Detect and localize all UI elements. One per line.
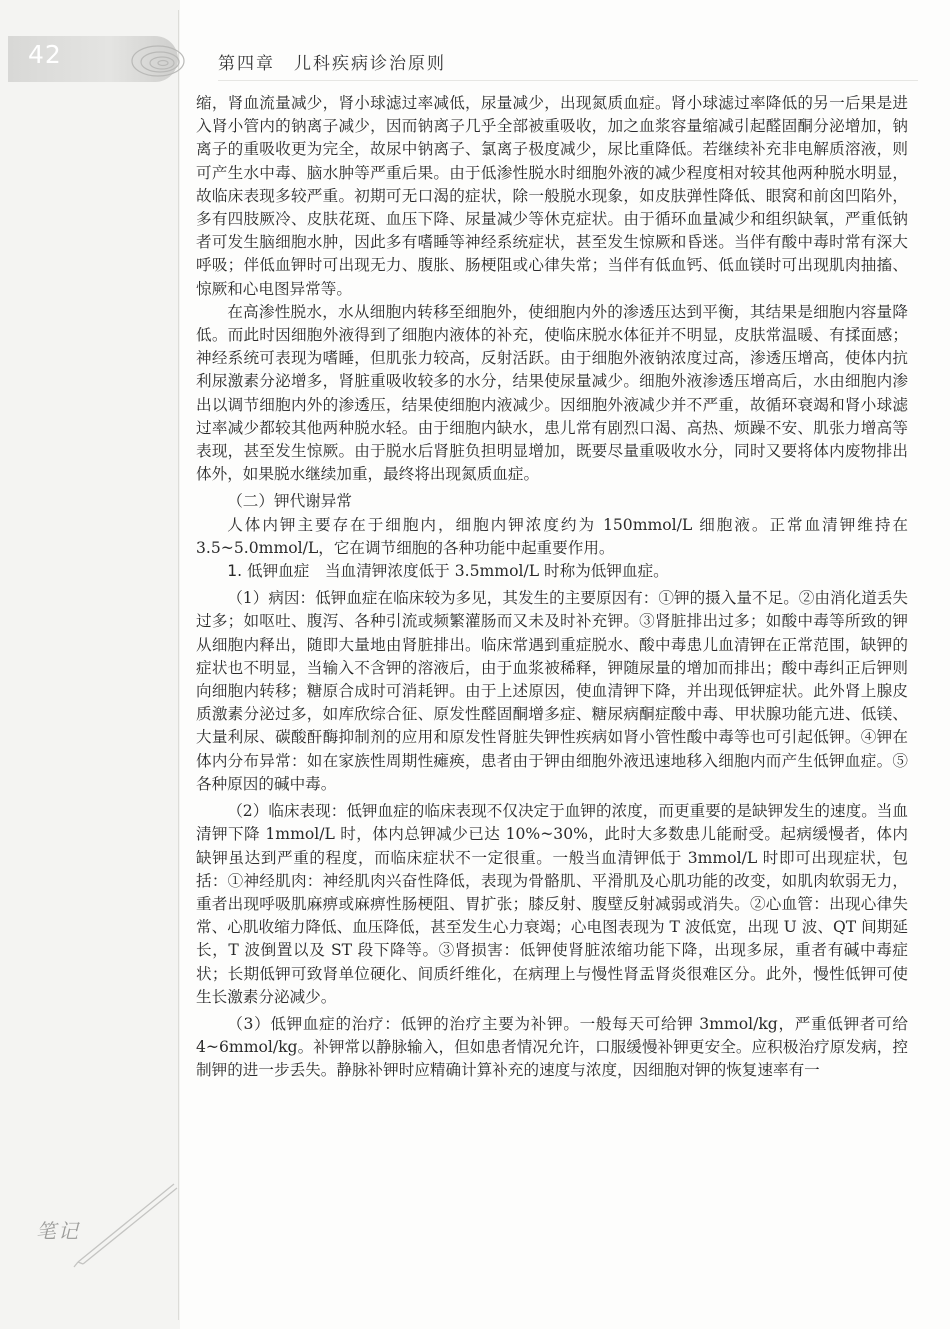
- subsection-definition: 当血清钾浓度低于 3.5mmol/L 时称为低钾血症。: [309, 562, 669, 581]
- section-heading: （二）钾代谢异常: [227, 492, 352, 511]
- subsection-title: 1. 低钾血症: [227, 562, 310, 581]
- paragraph-clinical-manifestations: （2）临床表现：低钾血症的临床表现不仅决定于血钾的浓度，而更重要的是缺钾发生的速度。当血清钾下降 1mmol/L 时，体内总钾减少已达 10%~30%，此时大多数患儿能耐受。起病缓慢者，体内缺钾虽达到严重的程度，而临床症状不一定很重。一般当血清钾低于 3mmol/L 时即可出现症状，包括：①神经肌肉：神经肌肉兴奋性降低，表现为骨骼肌、平滑肌及心肌功能的改变，如肌肉软弱无力，重者出现呼吸肌麻痹或麻痹性肠梗阻、胃扩张；膝反射、腹壁反射减弱或消失。②心血管：出现心律失常、心肌收缩力降低、血压降低，甚至发生心力衰竭；心电图表现为 T 波低宽，出现 U 波、QT 间期延长，T 波倒置以及 ST 段下降等。③肾损害：低钾使肾脏浓缩功能下降，出现多尿，重者有碱中毒症状；长期低钾可致肾单位硬化、间质纤维化，在病理上与慢性肾盂肾炎很难区分。此外，慢性低钾可使生长激素分泌减少。: [196, 802, 908, 1006]
- paragraph-hyponatremic-dehydration: 缩，肾血流量减少，肾小球滤过率减低，尿量减少，出现氮质血症。肾小球滤过率降低的另一后果是进入肾小管内的钠离子减少，因而钠离子几乎全部被重吸收，加之血浆容量缩减引起醛固酮分泌增加，钠离子的重吸收更为完全，故尿中钠离子、氯离子极度减少，尿比重降低。若继续补充非电解质溶液，则可产生水中毒、脑水肿等严重后果。由于低渗性脱水时细胞外液的减少程度相对较其他两种脱水明显，故临床表现多较严重。初期可无口渴的症状，除一般脱水现象，如皮肤弹性降低、眼窝和前囟凹陷外，多有四肢厥冷、皮肤花斑、血压下降、尿量减少等休克症状。由于循环血量减少和组织缺氧，严重低钠者可发生脑细胞水肿，因此多有嗜睡等神经系统症状，甚至发生惊厥和昏迷。当伴有酸中毒时常有深大呼吸；伴低血钾时可出现无力、腹胀、肠梗阻或心律失常；当伴有低血钙、低血镁时可出现肌肉抽搐、惊厥和心电图异常等。: [196, 94, 908, 298]
- page-number: 42: [28, 40, 62, 69]
- margin-divider: [178, 10, 179, 1320]
- swirl-ornament-icon: [118, 40, 188, 82]
- paragraph-etiology: （1）病因：低钾血症在临床较为多见，其发生的主要原因有：①钾的摄入量不足。②由消化道丢失过多；如呕吐、腹泻、各种引流或频繁灌肠而又未及时补充钾。③肾脏排出过多；如酸中毒等所致的钾从细胞内释出，随即大量地由肾脏排出。临床常遇到重症脱水、酸中毒患儿血清钾在正常范围，缺钾的症状也不明显，当输入不含钾的溶液后，由于血浆被稀释，钾随尿量的增加而排出；酸中毒纠正后钾则向细胞内转移；糖原合成时可消耗钾。由于上述原因，使血清钾下降，并出现低钾症状。此外肾上腺皮质激素分泌过多，如库欣综合征、原发性醛固酮增多症、糖尿病酮症酸中毒、甲状腺功能亢进、低镁、大量利尿、碳酸酐酶抑制剂的应用和原发性肾脏失钾性疾病如肾小管性酸中毒等也可引起低钾。④钾在体内分布异常：如在家族性周期性瘫痪，患者由于钾由细胞外液迅速地移入细胞内而产生低钾血症。⑤各种原因的碱中毒。: [196, 589, 908, 793]
- notes-label: 笔记: [36, 1219, 80, 1243]
- paragraph-hypertonic-dehydration: 在高渗性脱水，水从细胞内转移至细胞外，使细胞内外的渗透压达到平衡，其结果是细胞内容量降低。而此时因细胞外液得到了细胞内液体的补充，使临床脱水体征并不明显，皮肤常温暖、有揉面感；神经系统可表现为嗜睡，但肌张力较高，反射活跃。由于细胞外液钠浓度过高，渗透压增高，使体内抗利尿激素分泌增多，肾脏重吸收较多的水分，结果使尿量减少。细胞外液渗透压增高后，水由细胞内渗出以调节细胞内外的渗透压，结果使细胞内液减少。因细胞外液减少并不严重，故循环衰竭和肾小球滤过率减少都较其他两种脱水轻。由于细胞内缺水，患儿常有剧烈口渴、高热、烦躁不安、肌张力增高等表现，甚至发生惊厥。由于脱水后肾脏负担明显增加，既要尽量重吸收水分，同时又要将体内废物排出体外，如果脱水继续加重，最终将出现氮质血症。: [196, 302, 908, 484]
- pen-icon: [70, 1178, 180, 1268]
- header-divider: [218, 80, 918, 81]
- paragraph-treatment: （3）低钾血症的治疗：低钾的治疗主要为补钾。一般每天可给钾 3mmol/kg，严重低钾者可给 4~6mmol/kg。补钾常以静脉输入，但如患者情况允许，口服缓慢补钾更安全。应积极治疗原发病，控制钾的进一步丢失。静脉补钾时应精确计算补充的速度与浓度，因细胞对钾的恢复速率有一: [196, 1014, 908, 1080]
- chapter-title: 第四章 儿科疾病诊治原则: [218, 54, 446, 74]
- main-text: [196, 92, 908, 1083]
- notes-margin: [0, 0, 180, 1329]
- subsection-hypokalemia: [196, 560, 908, 583]
- paragraph-potassium-intro: 人体内钾主要存在于细胞内，细胞内钾浓度约为 150mmol/L 细胞液。正常血清钾维持在 3.5~5.0mmol/L，它在调节细胞的各种功能中起重要作用。: [196, 515, 908, 557]
